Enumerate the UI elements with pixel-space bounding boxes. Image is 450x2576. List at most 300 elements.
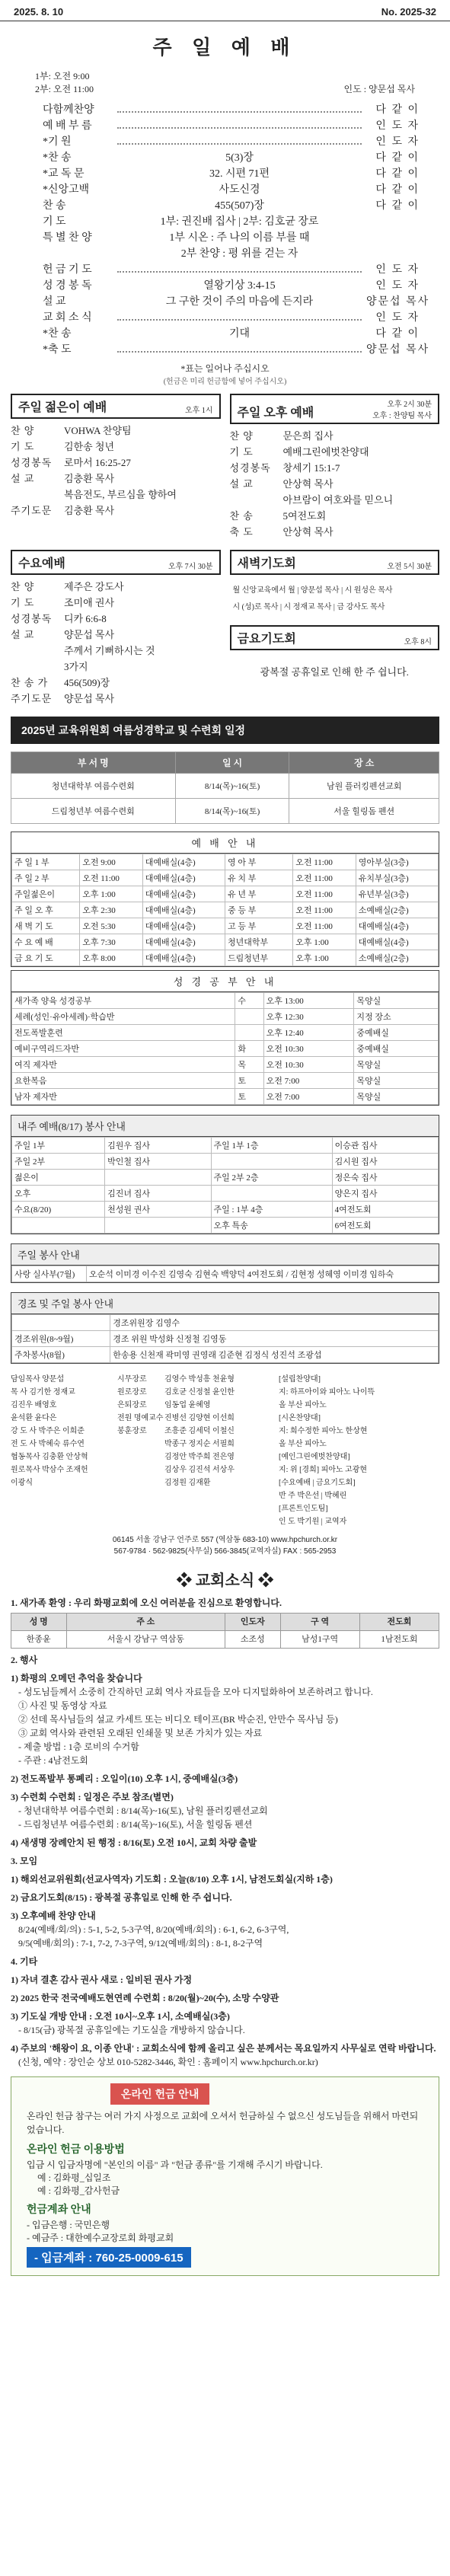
afternoon-label: 찬 송 — [229, 510, 254, 522]
staff-directory — [11, 1373, 439, 1528]
service-team-cell: 주일 1부 — [12, 1138, 105, 1154]
staff-line: 반 주 박은선 | 박혜린 — [279, 1492, 347, 1500]
worship-info-cell: 유 치 부 — [225, 870, 292, 886]
wednesday-row — [11, 578, 221, 594]
news-s2-3b: - 드림청년부 여름수련회 : 8/14(목)~16(토), 서울 힐링돔 펜션 — [18, 1819, 253, 1830]
staff-line: 올 부산 피아노 — [279, 1440, 327, 1448]
wednesday-service — [11, 550, 221, 706]
education-cell: 경조위원(8~9월) — [12, 1331, 110, 1347]
news-s3-3b: 9/5(예배/회의) : 7-1, 7-2, 7-3구역, 9/12(예배/회의) : 8-1, 8-2구역 — [18, 1938, 263, 1949]
order-leader-dots — [117, 311, 362, 321]
order-row — [43, 197, 420, 213]
staff-line: [시온찬양대] — [279, 1414, 321, 1422]
youth-row — [11, 454, 221, 470]
worship-info-cell: 오후 8:00 — [80, 950, 143, 966]
education-title: 경조 및 주일 봉사 안내 — [11, 1293, 439, 1314]
bible-cell: 목양실 — [354, 1057, 439, 1073]
staff-line: 김정원 김재환 — [164, 1479, 211, 1487]
issue-number: No. 2025-32 — [381, 6, 436, 18]
worship-info-row — [12, 918, 439, 934]
afternoon-time2: 오후 : 찬양팀 목사 — [372, 412, 432, 420]
camp-cell: 남원 플러킹펜션교회 — [289, 774, 439, 799]
online-intro: 온라인 헌금 참구는 여러 가지 사정으로 교회에 오셔서 헌금하실 수 없으신 성도님들을 위해서 마련되었습니다. — [27, 2111, 419, 2135]
afternoon-label: 설 교 — [229, 478, 254, 490]
camp-row — [11, 799, 439, 824]
youth-service — [11, 394, 221, 539]
news-s4-3a: - 8/15(금) 광복절 공휴일에는 기도실을 개방하지 않습니다. — [18, 2025, 245, 2035]
new-family-header: 구 역 — [280, 1614, 359, 1631]
wednesday-row — [11, 642, 221, 658]
order-label: *교 독 문 — [43, 168, 85, 180]
order-person: 인 도 자 — [375, 312, 420, 324]
order-leader-dots — [117, 104, 362, 113]
wednesday-label: 주기도문 — [11, 693, 53, 704]
worship-info-cell: 유치부실(3층) — [356, 870, 438, 886]
order-person: 다 같 이 — [375, 184, 420, 196]
new-family-cell: 1남전도회 — [359, 1631, 439, 1649]
staff-line: 봉훈장로 — [117, 1427, 147, 1435]
bible-cell: 오전 7:00 — [263, 1073, 354, 1089]
flowers-row — [12, 1266, 439, 1282]
order-person: 다 같 이 — [375, 168, 420, 180]
worship-info-cell: 금 요 기 도 — [12, 950, 80, 966]
afternoon-row — [230, 491, 440, 507]
bible-row — [12, 1009, 439, 1025]
wednesday-label: 설 교 — [11, 629, 35, 640]
worship-info-cell: 유 년 부 — [225, 886, 292, 902]
wednesday-row — [11, 626, 221, 642]
service-team-cell: 4여전도회 — [332, 1202, 438, 1218]
service-team-cell: 오후 — [12, 1186, 105, 1202]
service-team-cell: 주일 2부 2층 — [211, 1170, 332, 1186]
staff-line: 윤석환 윤다은 — [11, 1414, 57, 1422]
camp-cell: 청년대학부 여름수련회 — [11, 774, 176, 799]
news-s2-3a: - 청년대학부 여름수련회 : 8/14(목)~16(토), 남원 플러킹펜션교회 — [18, 1805, 268, 1816]
worship-info-cell: 오후 2:30 — [80, 902, 143, 918]
order-item: 기대 — [228, 328, 251, 340]
order-item: 32. 시편 71편 — [209, 168, 270, 180]
order-item: 사도신경 — [219, 184, 260, 196]
news-s3-3: 3) 오후예배 찬양 안내 — [11, 1910, 96, 1921]
order-leader-dots — [117, 343, 362, 353]
bible-cell — [235, 1009, 263, 1025]
youth-label: 설 교 — [11, 473, 35, 484]
camp-header: 장 소 — [289, 752, 439, 774]
order-label: 특 별 찬 양 — [43, 232, 92, 244]
wednesday-value: 456(509)장 — [64, 677, 110, 688]
camp-row — [11, 774, 439, 799]
news-s4-4: 4) 주보의 '해왕이 요, 이종 안내' : 교회소식에 함께 올리고 싶은 분께서는 목요일까지 사무실로 연락 바랍니다. — [11, 2043, 436, 2054]
news-s2-1b: ① 사진 및 동영상 자료 — [18, 1700, 107, 1711]
dawn-prayer — [230, 550, 440, 575]
order-item: 1부 시온 : 주 나의 이름 부를 때 — [169, 232, 310, 244]
online-how-title: 온라인 헌금 이용방법 — [27, 2144, 125, 2156]
order-person: 양문섭 목사 — [366, 296, 430, 308]
order-label: *신앙고백 — [43, 184, 90, 196]
worship-info-cell: 오전 11:00 — [293, 918, 356, 934]
worship-info-cell: 오전 11:00 — [293, 902, 356, 918]
camp-cell: 8/14(목)~16(토) — [175, 774, 289, 799]
friday-prayer — [230, 625, 440, 650]
order-of-service — [0, 101, 450, 357]
afternoon-label: 기 도 — [229, 446, 254, 458]
sunday-services — [0, 394, 450, 539]
staff-line: 은퇴장로 — [117, 1401, 147, 1409]
youth-row — [11, 438, 221, 454]
news-s2-3: 3) 수련회 수련회 : 일정은 주보 참조(별면) — [11, 1792, 174, 1802]
weekday-services — [0, 550, 450, 706]
bible-cell: 목양실 — [354, 1073, 439, 1089]
service-team-cell: 주일 1부 1층 — [211, 1138, 332, 1154]
wednesday-row — [11, 674, 221, 690]
worship-info-row — [12, 870, 439, 886]
order-row — [43, 229, 420, 245]
wednesday-value: 제주은 강도사 — [64, 581, 124, 592]
service-team-cell — [12, 1218, 105, 1234]
order-label: *기 원 — [43, 136, 72, 148]
order-label: *찬 송 — [43, 328, 72, 340]
service-team-cell: 6여전도회 — [332, 1218, 438, 1234]
worship-info-cell: 소예배실(2층) — [356, 902, 438, 918]
bible-cell: 오후 12:30 — [263, 1009, 354, 1025]
order-row — [43, 213, 420, 229]
youth-row — [11, 486, 221, 502]
new-family-header: 성 명 — [11, 1614, 67, 1631]
bible-row — [12, 1025, 439, 1041]
order-label: *찬 송 — [43, 152, 72, 164]
service-team-row — [12, 1138, 439, 1154]
afternoon-row — [230, 427, 440, 443]
order-item: 455(507)장 — [215, 200, 264, 212]
bible-row — [12, 1041, 439, 1057]
education-cell: 경조 위원 박성화 신정철 김영동 — [110, 1331, 439, 1347]
news-s3-1: 1) 해외선교위원회(선교사역자) 기도회 : 오늘(8/10) 오후 1시, 남전도회실(지하 1층) — [11, 1874, 333, 1885]
worship-info-cell: 대예배실(4층) — [356, 934, 438, 950]
service-team-cell — [105, 1218, 211, 1234]
new-family-header: 주 소 — [66, 1614, 225, 1631]
education-cell: 한송용 신천재 곽미영 권영래 김준현 김정식 성진석 조광섭 — [110, 1347, 439, 1363]
afternoon-label: 성경봉독 — [229, 462, 271, 474]
service-team-cell: 젊은이 — [12, 1170, 105, 1186]
bible-cell: 오후 13:00 — [263, 993, 354, 1009]
order-row — [43, 293, 430, 309]
order-label: 예 배 부 름 — [43, 120, 92, 132]
bible-cell: 목 — [235, 1057, 263, 1073]
service-team-title: 내주 예배(8/17) 봉사 안내 — [11, 1116, 439, 1137]
dawn-line-1: 월 신앙교육에서 월 | 양문섭 목사 | 시 원성은 목사 — [232, 586, 393, 595]
afternoon-value: 안상혁 목사 — [282, 478, 334, 490]
staff-line: 인 도 박기원 | 교역자 — [279, 1518, 347, 1526]
service-team — [11, 1115, 439, 1234]
order-row — [43, 181, 420, 197]
order-label: 기 도 — [43, 216, 66, 228]
bible-row — [12, 1057, 439, 1073]
worship-info-cell: 오전 11:00 — [293, 870, 356, 886]
worship-info-cell: 대예배실(4층) — [142, 854, 225, 870]
worship-info-cell: 영아부실(3층) — [356, 854, 438, 870]
service-team-cell: 천성원 권사 — [105, 1202, 211, 1218]
staff-line: 전원 명예교수 — [117, 1414, 164, 1422]
online-bank: - 입금은행 : 국민은행 — [27, 2220, 110, 2230]
wednesday-row — [11, 690, 221, 706]
worship-info-cell: 대예배실(4층) — [142, 902, 225, 918]
order-row — [43, 101, 420, 117]
youth-label: 성경봉독 — [11, 457, 53, 468]
order-person: 인 도 자 — [375, 280, 420, 292]
education-row — [12, 1315, 439, 1331]
flowers-title: 주일 봉사 안내 — [11, 1244, 439, 1266]
news-s2-1c: ② 선데 목사님들의 설교 카세트 또는 비디오 테이프(BR 박순진, 안만수 목사님 등) — [18, 1714, 338, 1725]
afternoon-time: 오후 2시 30분 — [387, 401, 432, 409]
wednesday-value: 3가지 — [64, 661, 88, 672]
service-team-cell: 김시원 집사 — [332, 1154, 438, 1170]
bible-cell: 목양실 — [354, 993, 439, 1009]
staff-line: [프론트인도팀] — [279, 1505, 328, 1513]
news-s4-2: 2) 2025 한국 전국예배도현연례 수련회 : 8/20(월)~20(수), 소망 수양관 — [11, 1993, 279, 2003]
standing-note: *표는 일어나 주십시오 — [180, 363, 270, 374]
afternoon-value: 창세기 15:1-7 — [282, 462, 340, 474]
church-news — [0, 1596, 450, 2069]
bible-cell: 세례(성인·유아세례)·학습반 — [12, 1009, 235, 1025]
worship-info-cell: 오후 1:00 — [293, 934, 356, 950]
bible-row — [12, 1073, 439, 1089]
order-person: 인 도 자 — [375, 136, 420, 148]
youth-value: 복음전도, 부르심을 향하여 — [64, 489, 177, 500]
order-row — [43, 245, 420, 261]
bible-cell: 중예배실 — [354, 1025, 439, 1041]
youth-value: VOHWA 찬양팀 — [64, 425, 132, 436]
bible-study — [11, 970, 439, 1106]
news-s2-2: 2) 전도폭발부 통폐리 : 오일이(10) 오후 1시, 중예배실(3층) — [11, 1773, 238, 1784]
staff-line: 강 도 사 박주은 이희준 — [11, 1427, 85, 1435]
camp-cell: 드림청년부 여름수련회 — [11, 799, 176, 824]
afternoon-service — [230, 394, 440, 539]
service-team-cell: 김원우 집사 — [105, 1138, 211, 1154]
online-banner: 온라인 헌금 안내 — [110, 2083, 209, 2105]
dawn-title: 새벽기도회 — [237, 557, 296, 570]
online-example-2: 예 : 김화평_감사헌금 — [37, 2185, 120, 2196]
order-item: 5(3)장 — [225, 152, 254, 164]
order-row — [43, 149, 420, 165]
leader-name: 인도 : 양문섭 목사 — [343, 84, 415, 94]
order-row — [43, 309, 420, 325]
service-team-cell: 정은숙 집사 — [332, 1170, 438, 1186]
worship-info-cell: 오전 9:00 — [80, 854, 143, 870]
news-title: ❖ 교회소식 ❖ — [176, 1572, 274, 1589]
order-row — [43, 277, 420, 293]
worship-info-row — [12, 902, 439, 918]
flowers-cell: 오순석 이미경 이수진 김영숙 김현숙 백양덕 4여전도회 / 김현정 성혜영 이미경 임하숙 — [86, 1266, 438, 1282]
staff-line: 지: 위 [경희] 피아노 고광현 — [279, 1466, 368, 1474]
order-leader-dots — [117, 120, 362, 129]
worship-info-cell: 소예배실(2층) — [356, 950, 438, 966]
worship-info-cell: 대예배실(4층) — [142, 886, 225, 902]
wednesday-value: 양문섭 목사 — [64, 629, 115, 640]
wednesday-row — [11, 610, 221, 626]
worship-info-cell: 오전 11:00 — [293, 886, 356, 902]
camp-header: 부 서 명 — [11, 752, 176, 774]
worship-info-cell: 대예배실(4층) — [142, 934, 225, 950]
news-s2-1a: - 성도님들께서 소중히 간직하던 교회 역사 자료들을 모아 디지털화하여 보존하려고 합니다. — [18, 1687, 373, 1697]
camp-table — [11, 752, 439, 824]
staff-line: 조흥준 김세덕 이철신 — [164, 1427, 235, 1435]
staff-line: 시무장로 — [117, 1375, 147, 1384]
camp-cell: 8/14(목)~16(토) — [175, 799, 289, 824]
bible-cell: 새가족 양육 성경공부 — [12, 993, 235, 1009]
order-item: 열왕기상 3:4-15 — [203, 280, 276, 292]
order-label: 찬 송 — [43, 200, 66, 212]
worship-info-cell: 유년부실(3층) — [356, 886, 438, 902]
afternoon-row — [230, 507, 440, 523]
staff-line: [수요예배 | 금요기도회] — [279, 1479, 356, 1487]
worship-info-row — [12, 854, 439, 870]
staff-line: 김영수 박성흥 천윤형 — [164, 1375, 235, 1384]
worship-info-cell: 주 일 1 부 — [12, 854, 80, 870]
service-team-cell: 박인철 집사 — [105, 1154, 211, 1170]
news-s4-3: 3) 기도실 개방 안내 : 오전 10시~오후 1시, 소예배실(3층) — [11, 2011, 230, 2022]
afternoon-title: 주일 오후 예배 — [237, 407, 314, 420]
order-row — [43, 325, 420, 341]
new-family-header: 인도자 — [225, 1614, 281, 1631]
staff-line: 담임목사 양문섭 — [11, 1375, 65, 1384]
bible-study-title: 성 경 공 부 안 내 — [11, 971, 439, 992]
service-team-cell: 오후 특송 — [211, 1218, 332, 1234]
friday-title: 금요기도회 — [237, 633, 296, 646]
worship-info-cell: 고 등 부 — [225, 918, 292, 934]
order-label: 설 교 — [43, 296, 66, 308]
worship-info-cell: 대예배실(4층) — [142, 918, 225, 934]
order-label: 헌 금 기 도 — [43, 264, 92, 276]
staff-line: 원로목사 박삼수 조재헌 — [11, 1466, 88, 1474]
online-example-1: 예 : 김화평_십일조 — [37, 2172, 111, 2183]
bible-cell: 오전 7:00 — [263, 1089, 354, 1105]
news-s2-1d: ③ 교회 역사와 관련된 오래된 인쇄물 및 보존 가치가 있는 자료 — [18, 1728, 263, 1738]
service-time-2: 2부: 오전 11:00 — [35, 84, 94, 94]
online-how-body: 입금 시 입금자명에 "본인의 이름" 과 "헌금 종류"를 기재해 주시기 바랍니다. — [27, 2159, 323, 2170]
online-account-number[interactable]: - 입금계좌 : 760-25-0009-615 — [27, 2247, 191, 2268]
youth-label: 주기도문 — [11, 505, 53, 516]
wednesday-value: 양문섭 목사 — [64, 693, 115, 704]
dawn-line-2: 시 (성)로 목사 | 시 정재교 목사 | 금 강사도 목사 — [232, 603, 385, 611]
bible-cell: 오전 10:30 — [263, 1057, 354, 1073]
staff-line: [설립찬양대] — [279, 1375, 321, 1384]
news-s4-1: 1) 자녀 결혼 감사 권사 새로 : 일비된 권사 가정 — [11, 1974, 193, 1985]
order-label: *축 도 — [43, 344, 72, 356]
bible-cell: 예비구역리드자반 — [12, 1041, 235, 1057]
service-team-cell: 양은지 집사 — [332, 1186, 438, 1202]
camp-cell: 서울 힐링돔 펜션 — [289, 799, 439, 824]
bible-cell: 토 — [235, 1073, 263, 1089]
service-team-cell — [211, 1154, 332, 1170]
bible-cell: 지정 장소 — [354, 1009, 439, 1025]
flowers-box — [11, 1243, 439, 1283]
service-team-cell: 이승관 집사 — [332, 1138, 438, 1154]
bible-cell: 남자 제자반 — [12, 1089, 235, 1105]
address-line-2: 567-9784 · 562-9825(사무실) 566-3845(교역자실) FAX : 565-2953 — [113, 1547, 337, 1556]
order-row — [43, 165, 420, 181]
youth-label: 기 도 — [11, 441, 35, 452]
worship-info-cell: 대예배실(4층) — [142, 870, 225, 886]
afternoon-row — [230, 443, 440, 459]
youth-value: 김한송 청년 — [64, 441, 115, 452]
new-family-cell: 남성1구역 — [280, 1631, 359, 1649]
worship-info-row — [12, 886, 439, 902]
staff-line: 목 사 김기한 정재교 — [11, 1388, 75, 1397]
afternoon-value: 아브람이 여호와를 믿으니 — [282, 494, 394, 506]
education-row — [12, 1347, 439, 1363]
staff-line: 전 도 사 박혜숙 류수연 — [11, 1440, 85, 1448]
staff-line: 올 부산 피아노 — [279, 1401, 327, 1409]
order-person: 다 같 이 — [375, 328, 420, 340]
news-s3: 3. 모임 — [11, 1856, 38, 1866]
order-label: 성 경 봉 독 — [43, 280, 92, 292]
address-line-1: 06145 서울 강남구 언주로 557 (역삼동 683-10) www.hpchurch.or.kr — [112, 1536, 338, 1544]
worship-info-cell: 오후 1:00 — [293, 950, 356, 966]
worship-leaders — [0, 69, 450, 95]
wednesday-label: 찬 송 가 — [11, 677, 49, 688]
worship-info-cell: 주일젊은이 — [12, 886, 80, 902]
service-team-cell: 주일 : 1부 4층 — [211, 1202, 332, 1218]
order-leader-dots — [117, 263, 362, 273]
friday-time: 오후 8시 — [404, 638, 432, 646]
staff-line: 임동업 윤혜영 — [164, 1401, 211, 1409]
afternoon-label: 찬 양 — [229, 430, 254, 442]
order-person: 인 도 자 — [375, 120, 420, 132]
afternoon-value: 5여전도회 — [282, 510, 327, 522]
youth-value: 김충환 목사 — [64, 473, 115, 484]
worship-info-row — [12, 950, 439, 966]
wednesday-time: 오후 7시 30분 — [168, 563, 213, 571]
service-team-row — [12, 1202, 439, 1218]
youth-value: 김충환 목사 — [64, 505, 115, 516]
staff-line: [예인그린에벗찬양대] — [279, 1453, 350, 1461]
service-team-cell: 수요(8/20) — [12, 1202, 105, 1218]
youth-row — [11, 422, 221, 438]
youth-title: 주일 젊은이 예배 — [18, 401, 107, 414]
worship-info-cell: 오전 5:30 — [80, 918, 143, 934]
service-team-row — [12, 1154, 439, 1170]
worship-info-cell: 대예배실(4층) — [142, 950, 225, 966]
worship-info-cell: 대예배실(4층) — [356, 918, 438, 934]
afternoon-row — [230, 523, 440, 539]
new-family-table — [11, 1613, 439, 1649]
worship-info-cell: 오후 1:00 — [80, 886, 143, 902]
news-s4-4a: (신청, 예약 : 장인순 상보 010-5282-3446, 확인 : 홈페이지 www.hpchurch.or.kr) — [18, 2057, 318, 2067]
bible-row — [12, 993, 439, 1009]
order-row — [43, 117, 420, 133]
bible-row — [12, 1089, 439, 1105]
education-cell — [12, 1315, 110, 1331]
news-s4: 4. 기타 — [11, 1956, 38, 1967]
afternoon-value: 예배그린에벗찬양대 — [282, 446, 369, 458]
afternoon-row — [230, 459, 440, 475]
afternoon-label: 축 도 — [229, 526, 254, 538]
staff-line: 지: 하프아이와 피아노 나이뜩 — [279, 1388, 375, 1397]
service-team-cell — [105, 1170, 211, 1186]
order-person: 양문섭 목사 — [366, 344, 430, 356]
order-leader-dots — [117, 136, 362, 145]
youth-row — [11, 470, 221, 486]
page-title: 주 일 예 배 — [152, 37, 298, 59]
order-person: 다 같 이 — [375, 152, 420, 164]
wednesday-label: 성경봉독 — [11, 613, 53, 624]
staff-line: 김상우 김진석 서상우 — [164, 1466, 235, 1474]
worship-info-cell: 중 등 부 — [225, 902, 292, 918]
worship-info-row — [12, 934, 439, 950]
staff-line: 지: 희수정한 피아노 한상현 — [279, 1427, 368, 1435]
new-family-cell: 소조성 — [225, 1631, 281, 1649]
worship-info-cell: 오후 7:30 — [80, 934, 143, 950]
